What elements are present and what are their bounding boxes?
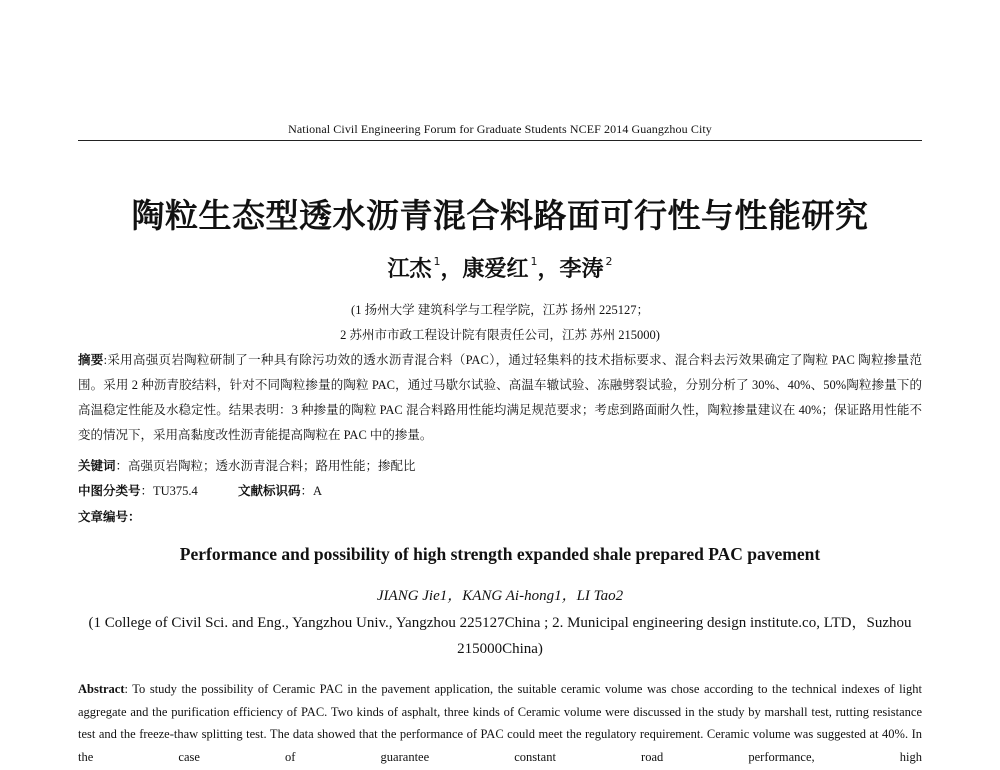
header-rule — [78, 140, 922, 141]
article-number-value: ： — [128, 509, 141, 524]
running-header: National Civil Engineering Forum for Graduate Students NCEF 2014 Guangzhou City — [288, 122, 712, 136]
keywords-chinese — [78, 453, 922, 479]
affiliation-chinese-1: (1 扬州大学 建筑科学与工程学院，江苏 扬州 225127； — [351, 303, 649, 317]
paper-title-chinese: 陶粒生态型透水沥青混合料路面可行性与性能研究 — [131, 196, 869, 235]
authors-chinese: 江杰 $^1$，康爱红 $^1$，李涛 $^2$ — [387, 255, 613, 282]
article-number-line — [78, 504, 922, 530]
author-name: 江杰 — [387, 257, 432, 282]
affiliation-english: (1 College of Civil Sci. and Eng., Yangzhou Univ., Yangzhou 225127China ; 2. Municipal engineering design institute.co, LTD，Suzhou 215000China) — [88, 615, 912, 657]
document-code-label: 文献标识码 — [238, 483, 301, 498]
abstract-english-label: Abstract — [78, 682, 125, 696]
abstract-english — [78, 678, 922, 768]
keywords-label: 关键词 — [78, 458, 116, 473]
author-name: 李涛 — [559, 257, 604, 282]
abstract-label: 摘要 — [78, 352, 104, 367]
article-number-label: 文章编号 — [78, 509, 129, 524]
document-code-value: ：A — [300, 484, 323, 498]
classification-line — [78, 478, 922, 504]
author-name: 康爱红 — [462, 257, 529, 282]
clc-value: ：TU375.4 — [140, 484, 198, 498]
clc-label: 中图分类号 — [78, 483, 141, 498]
abstract-text: :采用高强页岩陶粒研制了一种具有除污功效的透水沥青混合料（PAC），通过轻集料的技术指标要求、混合料去污效果确定了陶粒 PAC 陶粒掺量范围。采用 2 种沥青胶结料，针对不同陶粒掺量的陶粒 PAC，通过马歇尔试验、高温车辙试验、冻融劈裂试验，分别分析了 30%、40%、50%陶粒掺量下的高温稳定性能及水稳定性。结果表明：3 种掺量的陶粒 PAC 混合料路用性能均满足规范要求；考虑到路面耐久性，陶粒掺量建议在 40%；保证路用性能不变的情况下，采用高黏度改性沥青能提高陶粒在 PAC 中的掺量。 — [78, 353, 922, 442]
keywords-text: ：高强页岩陶粒；透水沥青混合料；路用性能；掺配比 — [115, 459, 416, 473]
paper-title-english: Performance and possibility of high strength expanded shale prepared PAC pavement — [179, 544, 821, 564]
author-affiliation-mark: 2 — [605, 255, 613, 268]
affiliation-chinese-2: 2 苏州市市政工程设计院有限责任公司，江苏 苏州 215000) — [340, 328, 660, 342]
author-affiliation-mark: 1 — [530, 255, 538, 268]
author-affiliation-mark: 1 — [433, 255, 441, 268]
abstract-chinese — [78, 347, 922, 448]
abstract-english-text: : To study the possibility of Ceramic PAC in the pavement application, the suitable ceramic volume was chose according to the technical indexes of light aggregate and the purification efficiency of PAC. Two kinds of asphalt, three kinds of Ceramic volume were discussed in the study by marshall test, rutting resistance test and the freeze-thaw splitting test. The data showed that the performance of PAC could meet the regulatory requirement. Ceramic volume was suggested at 40%. In the case of guarantee constant road performance, high — [78, 682, 922, 764]
authors-english: JIANG Jie1，KANG Ai-hong1，LI Tao2 — [376, 588, 624, 604]
